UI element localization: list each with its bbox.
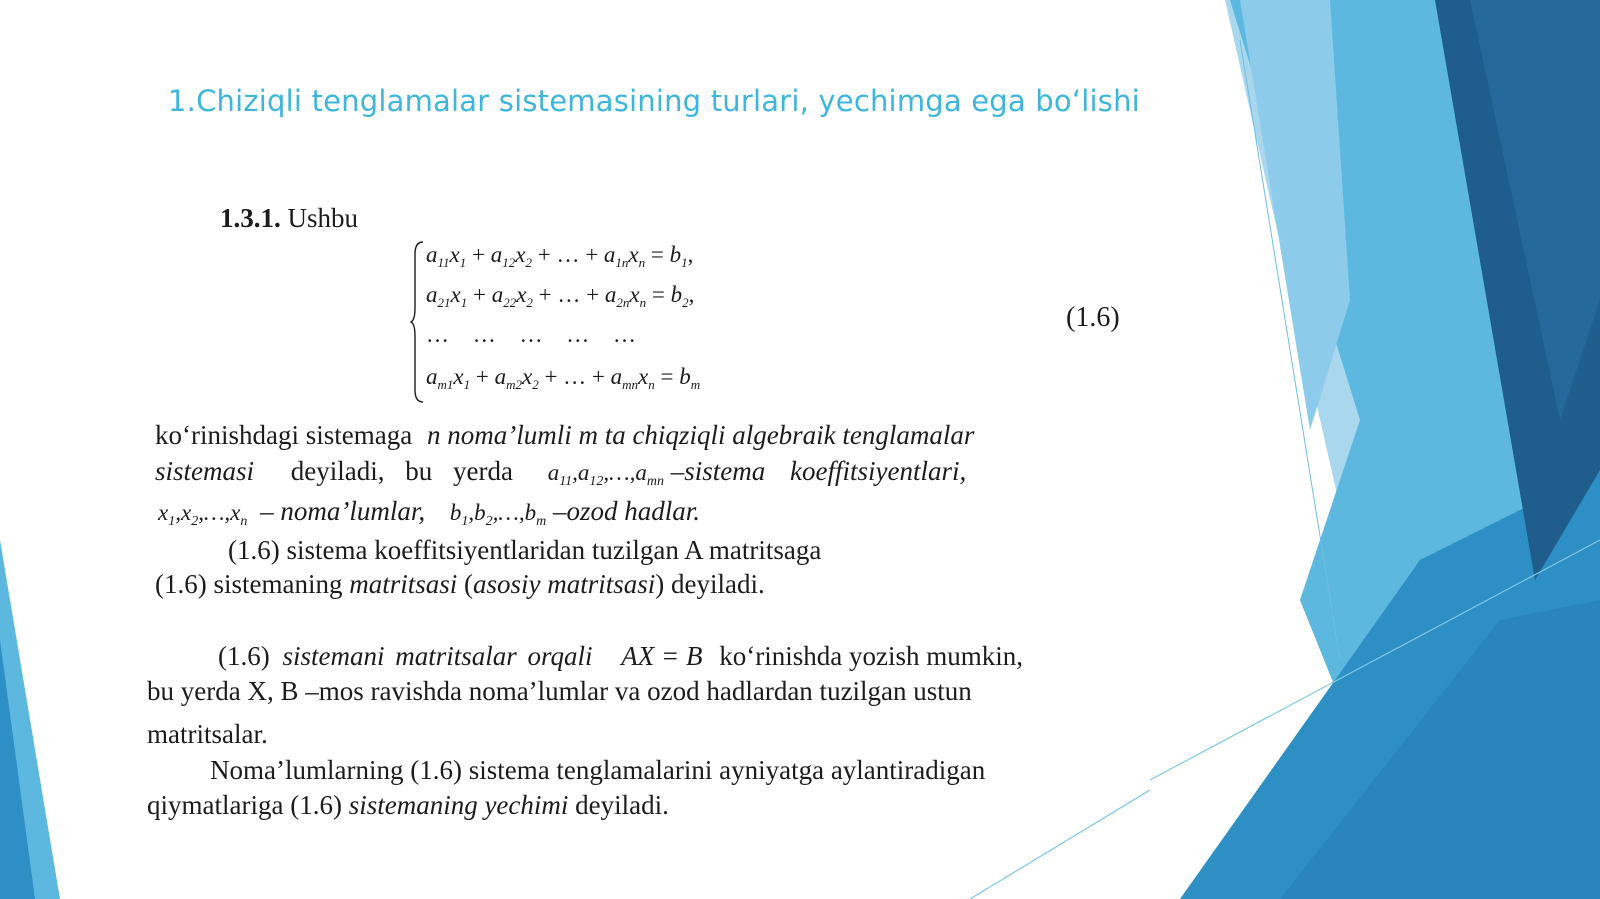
p1-l1-text: ko‘rinishdagi sistemaga (155, 420, 413, 450)
p2-l2-paren-open: ( (464, 569, 474, 599)
p4-l2-italic: sistemaning yechimi (348, 790, 569, 820)
deco-line-2 (970, 790, 1150, 899)
paragraph-4-line-1: Noma’lumlarning (1.6) sistema tenglamalarini ayniyatga aylantiradigan (210, 755, 986, 785)
paragraph-1-line-3 (158, 496, 700, 530)
equation-row-2: $a_{21}x_1 + a_{22}x_2$ + … + $a_{2n}x_n = b_2$, (426, 282, 695, 310)
p3-l1-text: ko‘rinishda yozish mumkin, (719, 641, 1023, 671)
p3-l1-ref: (1.6) (218, 641, 270, 671)
paragraph-1-line-1 (155, 420, 974, 451)
p1-l3-italic-2: –ozod hadlar. (552, 496, 700, 526)
paragraph-3-line-3: matritsalar. (147, 719, 268, 749)
p4-l2-text: qiymatlariga (1.6) (147, 790, 342, 820)
paragraph-3-line-1 (218, 641, 1023, 672)
p2-l2-text: (1.6) sistemaning (155, 569, 343, 599)
p1-l3-italic: – noma’lumlar, (260, 496, 426, 526)
paragraph-2-line-1: (1.6) sistema koeffitsiyentlaridan tuzilgan A matritsaga (228, 535, 822, 565)
equation-row-4: $a_{m1}x_1 + a_{m2}x_2$ + … + $a_{mn}x_n = b_m$ (426, 364, 701, 392)
p1-l2-italic-2: –sistema koeffitsiyentlari, (670, 456, 967, 486)
section-intro: Ushbu (287, 203, 359, 233)
slide-title: 1.Chiziqli tenglamalar sistemasining turlari, yechimga ega bo‘lishi (168, 84, 1140, 118)
paragraph-2-line-2 (155, 569, 765, 600)
p1-l3-unknowns: $x_1,x_2,\dots,x_n$ (158, 500, 248, 529)
p1-l1-italic: n noma’lumli m ta chiqziqli algebraik tenglamalar (426, 420, 975, 450)
p4-l2-text-2: deyiladi. (575, 790, 669, 820)
paragraph-3-line-2: bu yerda X, B –mos ravishda noma’lumlar va ozod hadlardan tuzilgan ustun (147, 676, 972, 706)
equation-row-3: … … … … … (426, 322, 636, 347)
p1-l2-text: deyiladi, bu yerda (290, 456, 513, 486)
section-heading (220, 203, 358, 234)
equation-number: (1.6) (1066, 302, 1120, 333)
p3-l1-italic: sistemani matritsalar orqali (282, 641, 593, 671)
section-number: 1.3.1. (220, 203, 281, 233)
p2-l2-italic-2: asosiy matritsasi (473, 569, 656, 599)
equation-system (410, 240, 750, 405)
p2-l2-text-2: ) deyiladi. (655, 569, 765, 599)
left-brace (410, 240, 426, 405)
p1-l2-italic: sistemasi (155, 456, 255, 486)
p3-l1-formula: AX = B (621, 641, 703, 671)
paragraph-1-line-2 (155, 456, 966, 490)
paragraph-4-line-2 (147, 790, 669, 821)
p1-l3-free-terms: $b_1,b_2,\dots,b_m$ (449, 500, 547, 529)
p2-l2-italic: matritsasi (349, 569, 458, 599)
equation-row-1: $a_{11}x_1 + a_{12}x_2$ + … + $a_{1n}x_n = b_1$, (426, 242, 694, 270)
p1-l2-coefficients: $a_{11},a_{12},\dots,a_{mn}$ (547, 460, 664, 489)
